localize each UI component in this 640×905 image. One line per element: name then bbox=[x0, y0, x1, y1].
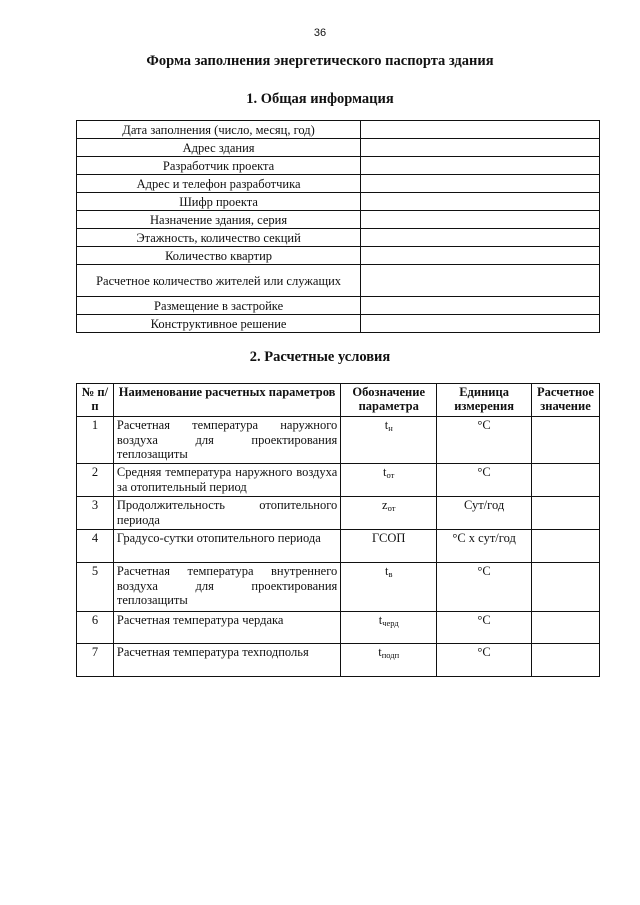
info-value-cell[interactable] bbox=[361, 175, 600, 193]
info-label: Шифр проекта bbox=[77, 193, 361, 211]
table-row bbox=[77, 417, 600, 464]
row-num: 2 bbox=[77, 464, 114, 497]
param-unit: °С bbox=[437, 563, 532, 612]
table-row bbox=[77, 563, 600, 612]
param-name: Расчетная температура чердака bbox=[113, 612, 340, 644]
param-symbol: $t_{черд}$ bbox=[341, 612, 437, 644]
info-label: Конструктивное решение bbox=[77, 315, 361, 333]
table-row bbox=[77, 211, 600, 229]
table-row bbox=[77, 297, 600, 315]
table-row bbox=[77, 157, 600, 175]
table-row bbox=[77, 464, 600, 497]
info-label: Этажность, количество секций bbox=[77, 229, 361, 247]
param-value-cell[interactable] bbox=[532, 530, 600, 563]
param-unit: °С х сут/год bbox=[437, 530, 532, 563]
conditions-table bbox=[76, 383, 600, 677]
param-value-cell[interactable] bbox=[532, 417, 600, 464]
row-num: 3 bbox=[77, 497, 114, 530]
header-symbol: Обозначение параметра bbox=[341, 384, 437, 417]
header-name: Наименование расчетных параметров bbox=[113, 384, 340, 417]
info-value-cell[interactable] bbox=[361, 211, 600, 229]
info-label: Размещение в застройке bbox=[77, 297, 361, 315]
info-label: Расчетное количество жителей или служащих bbox=[77, 265, 361, 297]
row-num: 6 bbox=[77, 612, 114, 644]
param-symbol: $t_{подп}$ bbox=[341, 644, 437, 677]
table-row bbox=[77, 530, 600, 563]
info-value-cell[interactable] bbox=[361, 265, 600, 297]
page-number: 36 bbox=[313, 27, 327, 39]
info-value-cell[interactable] bbox=[361, 297, 600, 315]
info-label: Адрес и телефон разработчика bbox=[77, 175, 361, 193]
param-value-cell[interactable] bbox=[532, 563, 600, 612]
document-title: Форма заполнения энергетического паспорта здания bbox=[146, 53, 494, 69]
param-unit: °С bbox=[437, 417, 532, 464]
table-row bbox=[77, 315, 600, 333]
param-symbol: $t_в$ bbox=[341, 563, 437, 612]
table-row bbox=[77, 175, 600, 193]
param-unit: °С bbox=[437, 644, 532, 677]
table-row bbox=[77, 229, 600, 247]
param-name: Расчетная температура внутреннего воздуха для проектирования теплозащиты bbox=[113, 563, 340, 612]
section1-title: 1. Общая информация bbox=[246, 91, 394, 107]
param-symbol: ГСОП bbox=[341, 530, 437, 563]
param-name: Средняя температура наружного воздуха за отопительный период bbox=[113, 464, 340, 497]
param-value-cell[interactable] bbox=[532, 464, 600, 497]
table-row bbox=[77, 265, 600, 297]
param-symbol: $z_{от}$ bbox=[341, 497, 437, 530]
table-row bbox=[77, 497, 600, 530]
table-row bbox=[77, 139, 600, 157]
param-name: Градусо-сутки отопительного периода bbox=[113, 530, 340, 563]
general-info-table bbox=[76, 120, 600, 333]
info-value-cell[interactable] bbox=[361, 157, 600, 175]
param-unit: °С bbox=[437, 464, 532, 497]
param-unit: °С bbox=[437, 612, 532, 644]
table-row bbox=[77, 121, 600, 139]
row-num: 4 bbox=[77, 530, 114, 563]
param-name: Расчетная температура техподполья bbox=[113, 644, 340, 677]
row-num: 1 bbox=[77, 417, 114, 464]
info-label: Количество квартир bbox=[77, 247, 361, 265]
row-num: 7 bbox=[77, 644, 114, 677]
info-label: Дата заполнения (число, месяц, год) bbox=[77, 121, 361, 139]
info-value-cell[interactable] bbox=[361, 193, 600, 211]
info-label: Назначение здания, серия bbox=[77, 211, 361, 229]
param-symbol: $t_н$ bbox=[341, 417, 437, 464]
info-label: Разработчик проекта bbox=[77, 157, 361, 175]
info-value-cell[interactable] bbox=[361, 229, 600, 247]
param-symbol: $t_{от}$ bbox=[341, 464, 437, 497]
param-value-cell[interactable] bbox=[532, 644, 600, 677]
info-value-cell[interactable] bbox=[361, 247, 600, 265]
table-header-row bbox=[77, 384, 600, 417]
header-unit: Единица измерения bbox=[437, 384, 532, 417]
param-name: Расчетная температура наружного воздуха для проектирования теплозащиты bbox=[113, 417, 340, 464]
info-value-cell[interactable] bbox=[361, 139, 600, 157]
info-label: Адрес здания bbox=[77, 139, 361, 157]
param-name: Продолжительность отопительного периода bbox=[113, 497, 340, 530]
row-num: 5 bbox=[77, 563, 114, 612]
header-num: № п/п bbox=[77, 384, 114, 417]
table-row bbox=[77, 612, 600, 644]
table-row bbox=[77, 193, 600, 211]
info-value-cell[interactable] bbox=[361, 121, 600, 139]
header-value: Расчетное значение bbox=[532, 384, 600, 417]
param-unit: Сут/год bbox=[437, 497, 532, 530]
table-row bbox=[77, 644, 600, 677]
table-row bbox=[77, 247, 600, 265]
param-value-cell[interactable] bbox=[532, 612, 600, 644]
info-value-cell[interactable] bbox=[361, 315, 600, 333]
param-value-cell[interactable] bbox=[532, 497, 600, 530]
section2-title: 2. Расчетные условия bbox=[249, 349, 391, 365]
